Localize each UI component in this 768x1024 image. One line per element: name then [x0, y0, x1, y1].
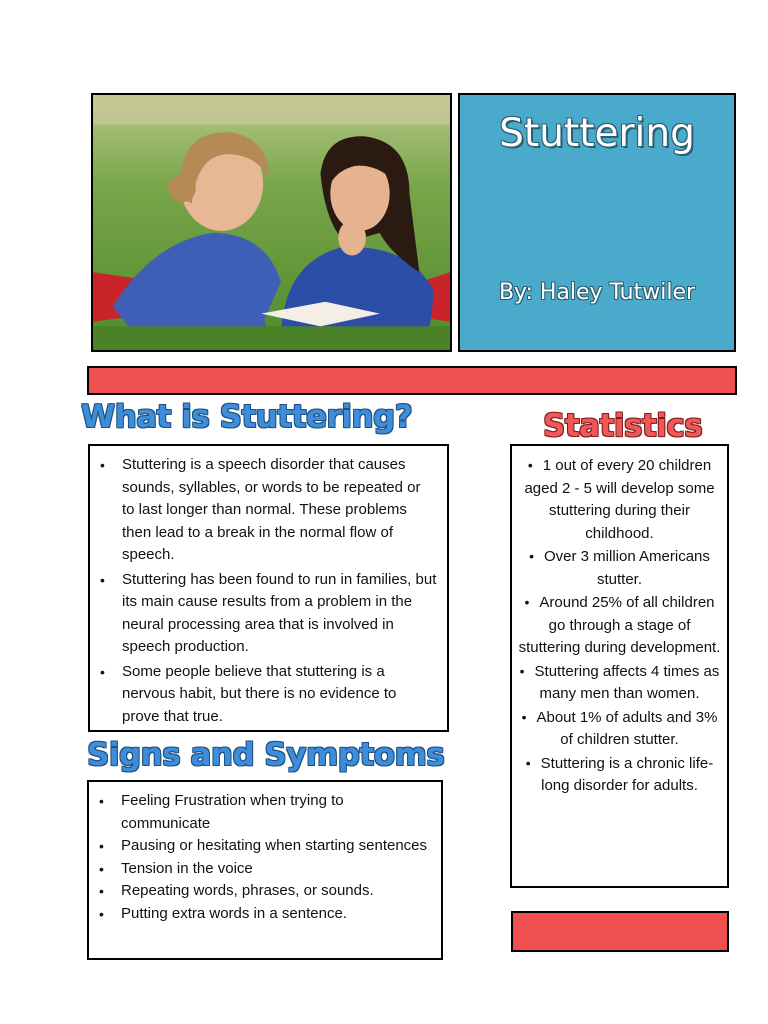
bullet-icon: •: [529, 548, 534, 564]
list-item: • Around 25% of all children go through a stage of stuttering during development.: [518, 594, 721, 656]
page-title: Stuttering: [499, 111, 695, 156]
bullet-icon: •: [99, 838, 104, 854]
list-item: • 1 out of every 20 children aged 2 - 5 will develop some stuttering during their childhood.: [524, 457, 715, 542]
author-byline: By: Haley Tutwiler: [498, 280, 696, 305]
bullet-icon: •: [99, 860, 104, 877]
bullet-icon: •: [100, 571, 105, 588]
bullet-icon: •: [527, 457, 533, 473]
bullet-icon: •: [100, 663, 105, 680]
what-is-stuttering-box: [88, 444, 449, 732]
bullet-icon: •: [99, 905, 104, 922]
list-item: • Feeling Frustration when trying to communicate: [99, 792, 344, 832]
heading-statistics: Statistics: [543, 408, 703, 444]
bullet-icon: •: [524, 594, 530, 610]
list-item: • Stuttering is a speech disorder that causes sounds, syllables, or words to be repeated or to last longer than normal. These problems then lead to a break in the normal flow of speech.: [100, 456, 421, 563]
list-item: • Over 3 million Americans stutter.: [529, 548, 710, 588]
photo-illustration: [93, 95, 450, 350]
list-item: • Stuttering is a chronic life-long disorder for adults.: [525, 754, 714, 794]
list-item: • Pausing or hesitating when starting sentences: [121, 835, 431, 858]
title-panel: [458, 93, 736, 352]
bullet-icon: •: [519, 662, 525, 679]
list-item: • Putting extra words in a sentence.: [121, 903, 431, 926]
red-footer-block: [511, 911, 729, 952]
bullet-icon: •: [525, 754, 531, 771]
list-item: • About 1% of adults and 3% of children stutter.: [521, 708, 718, 748]
red-divider-bar: [87, 366, 737, 395]
bullet-icon: •: [99, 883, 104, 899]
list-item: • Tension in the voice: [121, 858, 431, 881]
signs-and-symptoms-box: [87, 780, 443, 960]
bullet-icon: •: [99, 793, 104, 809]
list-item: • Some people believe that stuttering is a nervous habit, but there is no evidence to prove that true.: [100, 662, 397, 725]
list-item: • Stuttering affects 4 times as many men than women.: [519, 662, 720, 702]
bullet-icon: •: [100, 457, 105, 473]
heading-signs-and-symptoms: Signs and Symptoms: [87, 737, 445, 773]
list-item: • Repeating words, phrases, or sounds.: [121, 880, 431, 903]
list-item: • Stuttering has been found to run in families, but its main cause results from a problem in the neural processing area that is involved in speech production.: [100, 570, 437, 655]
statistics-box: [510, 444, 729, 888]
bullet-icon: •: [521, 708, 527, 725]
heading-what-is-stuttering: What is Stuttering?: [81, 399, 413, 435]
hero-photo: [91, 93, 452, 352]
